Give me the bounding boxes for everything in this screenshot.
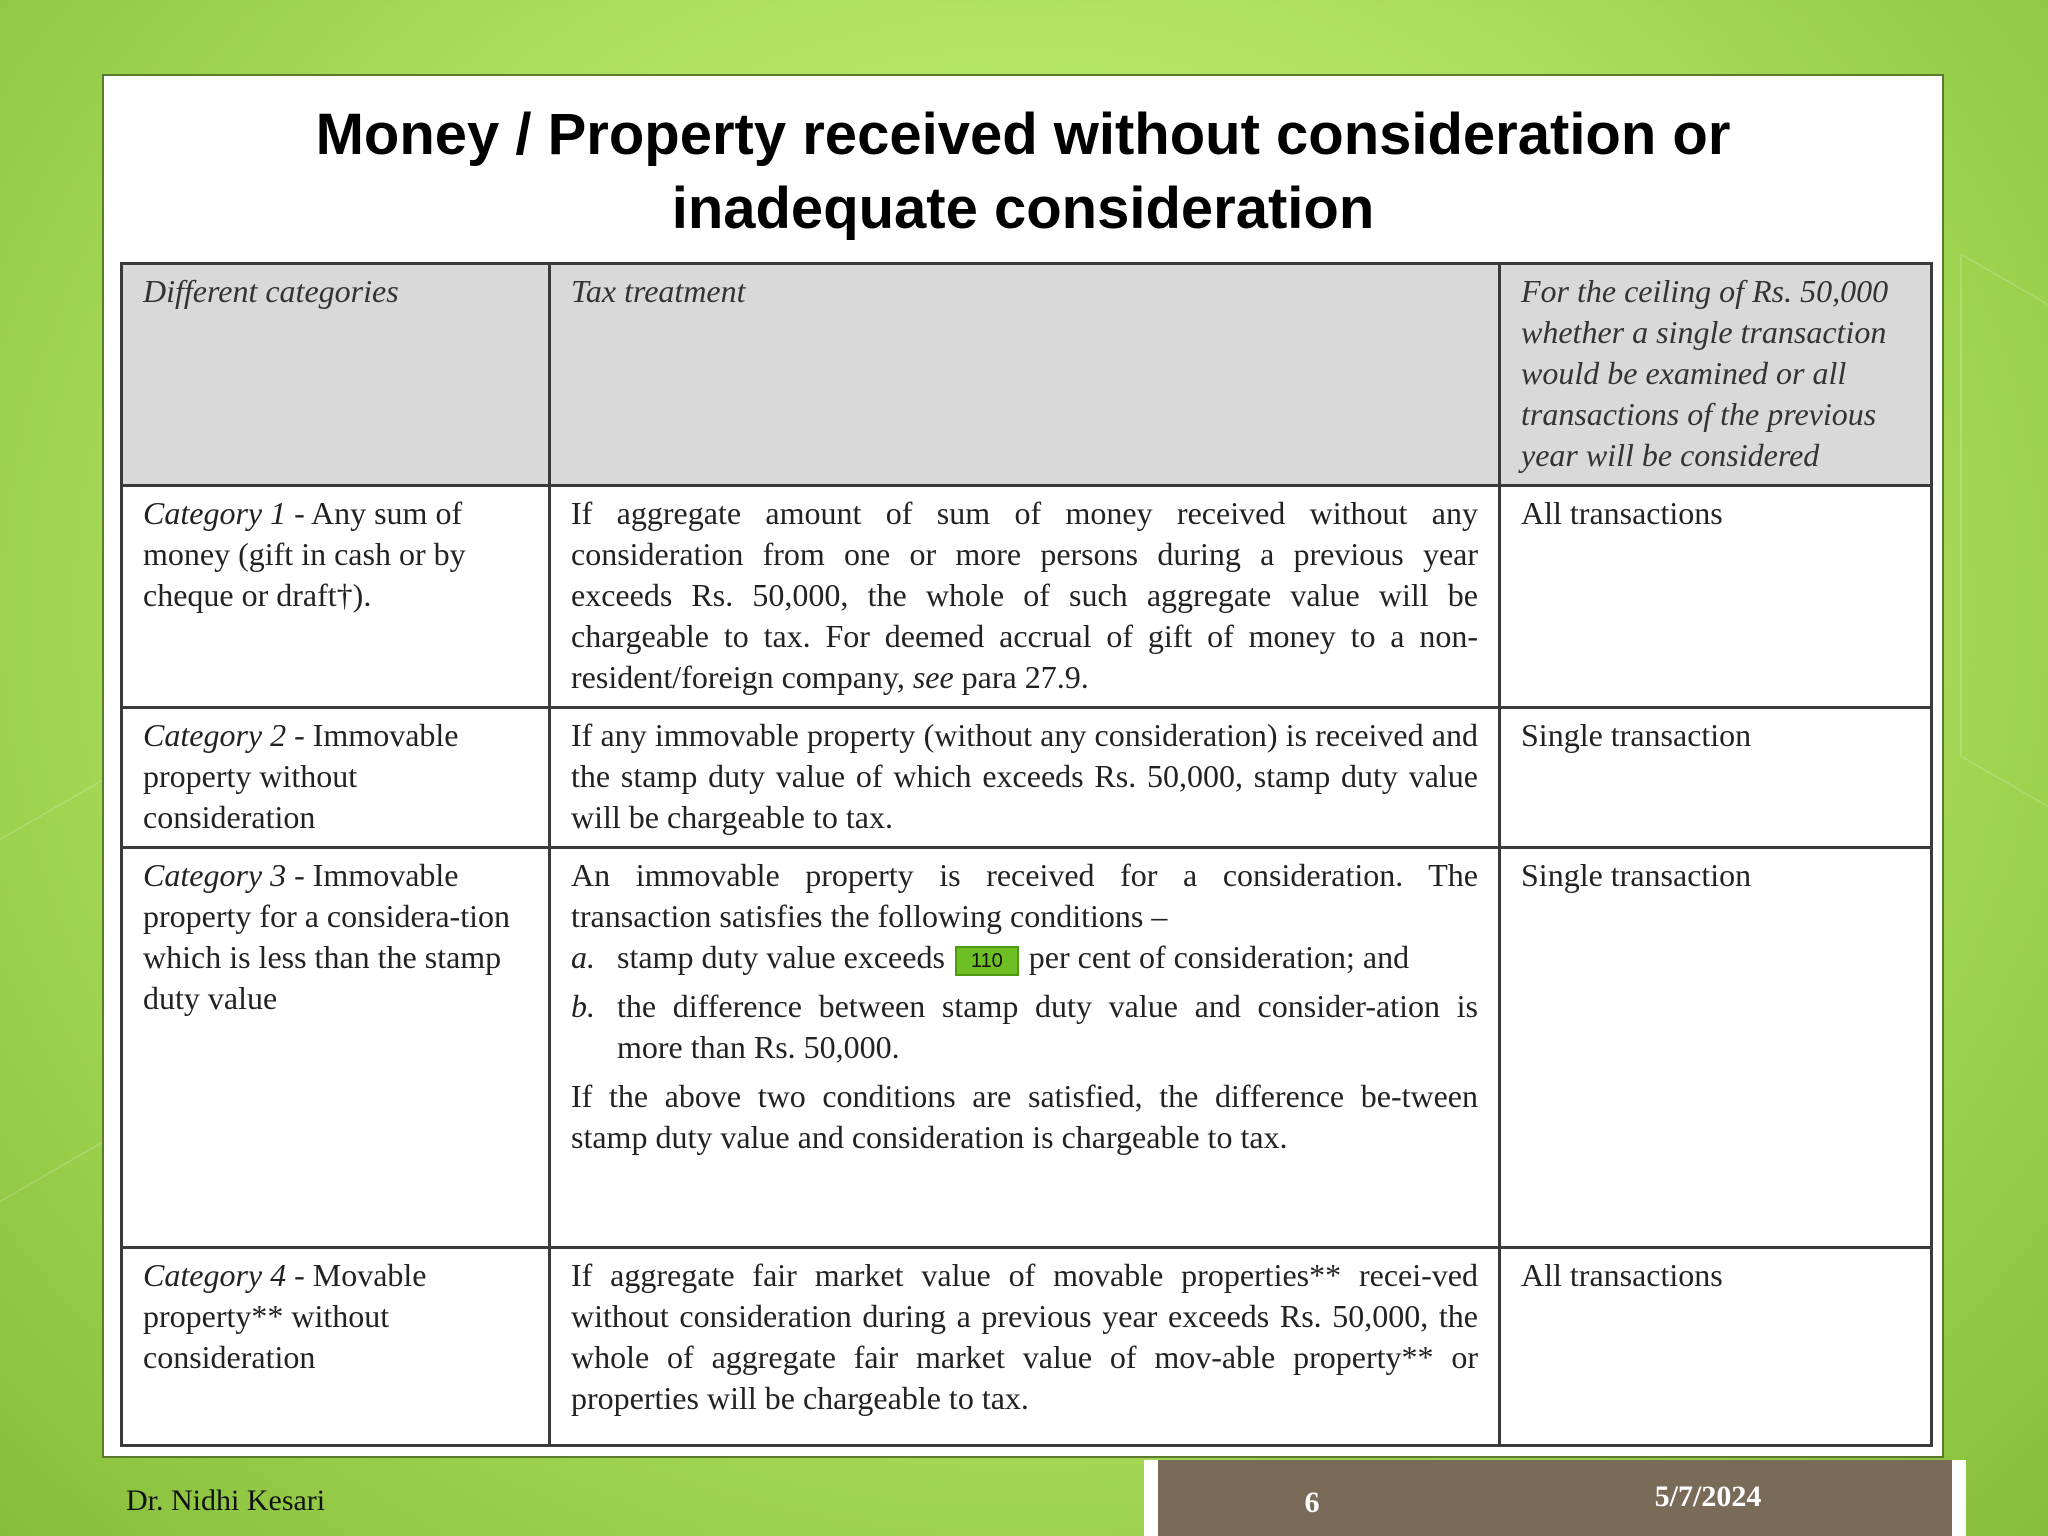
treatment-cell xyxy=(550,848,1500,1248)
category-text: - Immovable property for a considera-tion which is less than the stamp duty value xyxy=(143,857,510,1016)
background-decoration xyxy=(0,778,104,1225)
ceiling-cell: All transactions xyxy=(1500,1248,1932,1446)
condition-b xyxy=(571,986,1478,1068)
condition-a-after: per cent of consideration; and xyxy=(1028,939,1410,975)
tax-treatment-table xyxy=(120,262,1933,1447)
category-text: - Any sum of money (gift in cash or by cheque or draft†). xyxy=(143,495,466,613)
treatment-text: If aggregate amount of sum of money received without any consideration from one or more persons during a previous year exceeds Rs. 50,000, the whole of such aggregate value will be chargeable to tax. For deemed accrual of gift of money to a non-resident/foreign company, xyxy=(571,495,1478,695)
background-decoration xyxy=(1960,253,2048,852)
slide-title-line-1: Money / Property received without consideration or xyxy=(315,102,1731,167)
percent-badge: 110 xyxy=(955,946,1019,976)
condition-b-label: b. xyxy=(571,988,595,1024)
condition-a-label: a. xyxy=(571,939,595,975)
category-label: Category 3 xyxy=(143,857,287,893)
category-text: - Movable property** without consideration xyxy=(143,1257,427,1375)
condition-a xyxy=(571,937,1478,978)
category-cell xyxy=(122,486,550,708)
table-row xyxy=(122,848,1932,1248)
table-row xyxy=(122,708,1932,848)
category-label: Category 1 xyxy=(143,495,287,531)
footer-author: Dr. Nidhi Kesari xyxy=(126,1484,326,1517)
ceiling-cell: Single transaction xyxy=(1500,848,1932,1248)
treatment-cell xyxy=(550,486,1500,708)
header-categories: Different categories xyxy=(122,264,550,486)
table-header-row xyxy=(122,264,1932,486)
footer-date: 5/7/2024 xyxy=(1654,1480,1762,1513)
category-label: Category 4 xyxy=(143,1257,287,1293)
category-cell xyxy=(122,848,550,1248)
category-cell xyxy=(122,1248,550,1446)
ceiling-cell: All transactions xyxy=(1500,486,1932,708)
treatment-cell: If aggregate fair market value of movable properties** recei-ved without consideration during a previous year exceeds Rs. 50,000, the whole of aggregate fair market value of mov-able property** or properties will be chargeable to tax. xyxy=(550,1248,1500,1446)
header-tax-treatment: Tax treatment xyxy=(550,264,1500,486)
treatment-text-end: para 27.9. xyxy=(953,659,1089,695)
page-number: 6 xyxy=(1304,1486,1320,1519)
slide-content-panel xyxy=(102,74,1944,1458)
slide-title xyxy=(104,98,1942,246)
category-cell xyxy=(122,708,550,848)
condition-a-text xyxy=(617,937,1409,978)
table-row xyxy=(122,486,1932,708)
treatment-see: see xyxy=(912,659,954,695)
category-text: - Immovable property without consideration xyxy=(143,717,459,835)
treatment-conclusion: If the above two conditions are satisfied, the difference be-tween stamp duty value and consideration is chargeable to tax. xyxy=(571,1078,1478,1155)
table-row xyxy=(122,1248,1932,1446)
condition-a-before: stamp duty value exceeds xyxy=(617,939,945,975)
condition-b-text: the difference between stamp duty value and consider-ation is more than Rs. 50,000. xyxy=(617,988,1478,1065)
ceiling-cell: Single transaction xyxy=(1500,708,1932,848)
category-label: Category 2 xyxy=(143,717,287,753)
slide-title-line-2: inadequate consideration xyxy=(671,176,1375,241)
treatment-intro: An immovable property is received for a consideration. The transaction satisfies the following conditions – xyxy=(571,857,1478,934)
treatment-cell: If any immovable property (without any consideration) is received and the stamp duty value of which exceeds Rs. 50,000, stamp duty value will be chargeable to tax. xyxy=(550,708,1500,848)
header-ceiling: For the ceiling of Rs. 50,000 whether a single transaction would be examined or all transactions of the previous year will be considered xyxy=(1500,264,1932,486)
